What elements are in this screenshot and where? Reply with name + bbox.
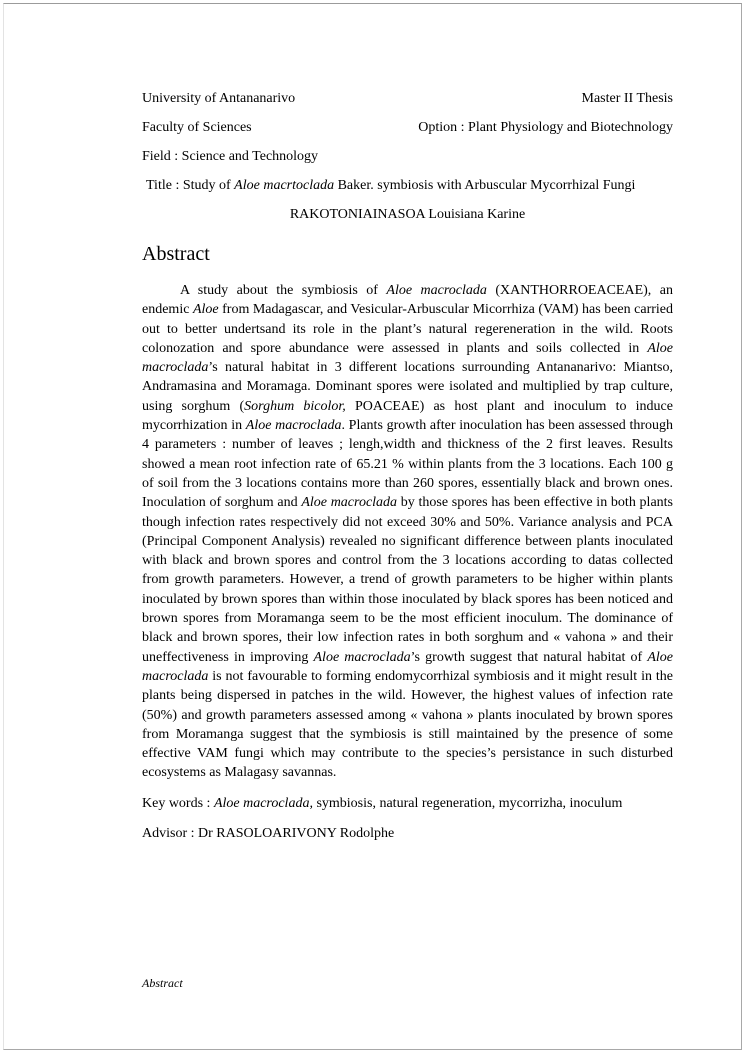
thesis-title: Title : Study of Aloe macrtoclada Baker. symbiosis with Arbuscular Mycorrhizal Fungi xyxy=(146,178,636,193)
field-label: Field : Science and Technology xyxy=(142,149,319,164)
page-content xyxy=(142,84,673,843)
header-row-1 xyxy=(142,84,673,113)
thesis-type: Master II Thesis xyxy=(581,91,673,106)
header-row-2 xyxy=(142,113,673,142)
abstract-paragraph: A study about the symbiosis of Aloe macroclada (XANTHORROEACEAE), an endemic Aloe from Madagascar, and Vesicular-Arbuscular Micorrhiza (VAM) has been carried out to better undertsand its role in the plant’s natural regereneration in the wild. Roots colonozation and spore abundance were assessed in plants and soils collected in Aloe macroclada’s natural habitat in 3 different locations surrounding Antananarivo: Miantso, Andramasina and Moramaga. Dominant spores were isolated and multiplied by trap culture, using sorghum (Sorghum bicolor, POACEAE) as host plant and inoculum to induce mycorrhization in Aloe macroclada. Plants growth after inoculation has been assessed through 4 parameters : number of leaves ; lengh,width and thickness of the 2 first leaves. Results showed a mean root infection rate of 65.21 % within plants from the 3 locations. Each 100 g of soil from the 3 locations contains more than 260 spores, essentially black and brown ones. Inoculation of sorghum and Aloe macroclada by those spores has been effective in both plants though infection rates respectively did not exceed 30% and 50%. Variance analysis and PCA (Principal Component Analysis) revealed no significant difference between plants inoculated with black and brown spores and control from the 3 locations according to datas collected from growth parameters. However, a trend of growth parameters to be higher within plants inoculated by brown spores than within those inoculated by black spores has been noticed and brown spores from Moramanga seem to be the most efficient inoculum. The dominance of black and brown spores, their low infection rates in both sorghum and « vahona » and their uneffectiveness in improving Aloe macroclada’s growth suggest that natural habitat of Aloe macroclada is not favourable to forming endomycorrhizal symbiosis and it might result in the plants being dispersed in patches in the wild. However, the highest values of infection rate (50%) and growth parameters assessed among « vahona » plants inoculated by brown spores from Moramanga suggest that the symbiosis is still maintained by the presence of some effective VAM fungi which may contribute to the species’s persistance in such disturbed ecosystems as Malagasy savannas. xyxy=(142,283,674,781)
advisor-line: Advisor : Dr RASOLOARIVONY Rodolphe xyxy=(142,826,395,842)
university-name: University of Antananarivo xyxy=(142,91,296,106)
header-row-3 xyxy=(142,142,673,171)
keywords-line: Key words : Aloe macroclada, symbiosis, natural regeneration, mycorrizha, inoculum xyxy=(142,795,623,811)
author-name: RAKOTONIAINASOA Louisiana Karine xyxy=(289,207,526,222)
faculty-name: Faculty of Sciences xyxy=(142,120,252,135)
footer-section-label: Abstract xyxy=(142,976,183,990)
option-label: Option : Plant Physiology and Biotechnology xyxy=(418,120,673,135)
abstract-heading: Abstract xyxy=(142,243,210,265)
